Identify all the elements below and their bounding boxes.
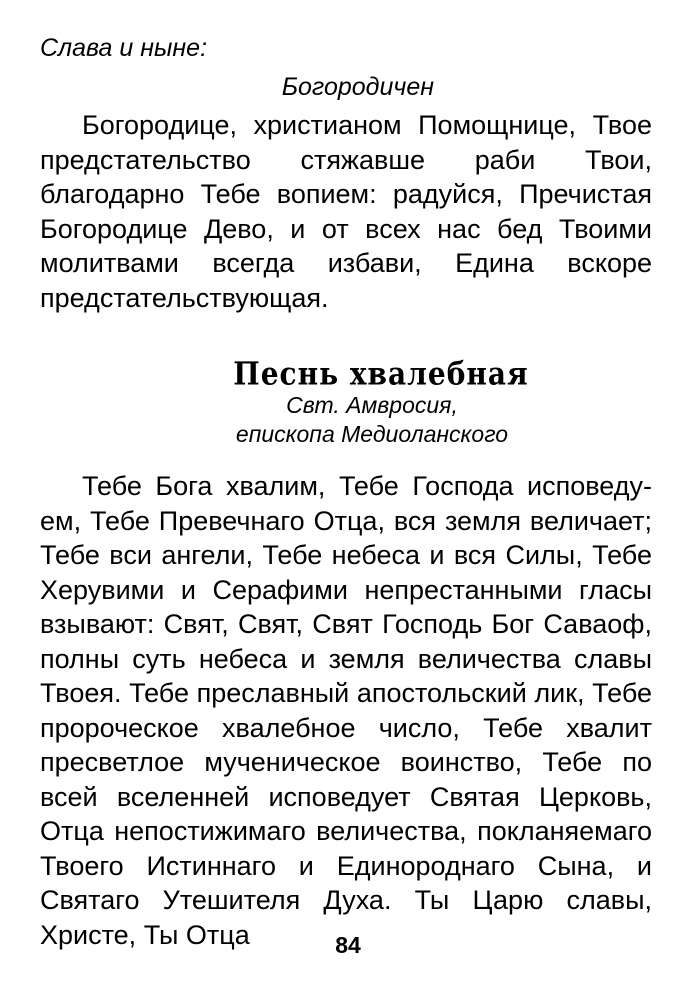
author-line-2: епископа Медиоланского — [235, 421, 509, 447]
paragraph-hymn: Тебе Бога хвалим, Тебе Господа исповедуем, Тебе Превечнаго Отца, вся земля величает; Тебе вси ангели, Тебе небеса и вся Силы, Тебе Херувими и Серафими непрестанными гласы взывают: Свят, Свят, Свят Господь Бог Саваоф, полны суть небеса и земля величества славы Твоея. Тебе преславный апостольский лик, Тебе пророческое хвалебное число, Тебе хвалит пресветлое мученическое воинство, Тебе по всей вселенней исповедует Святая Церковь, Отца непостижимаго величества, покланяемаго Твоего Истиннаго и Единороднаго Сына, и Святаго Утешителя Духа. Ты Царю славы, Христе, Ты Отца — [40, 471, 652, 950]
paragraph-theotokion: Богородице, христианом Помощнице, Твое предстательство стяжавше раби Твои, благодарно Тебе вопием: радуйся, Пречистая Богородице Дево, и от всех нас бед Твоими молитвами всегда избави, Едина вскоре предстательствующая. — [40, 110, 652, 313]
page-content — [40, 30, 652, 952]
author-line-1: Свт. Амвросия, — [286, 392, 458, 418]
intro-line: Слава и ныне: — [40, 34, 208, 62]
subheading: Богородичен — [281, 73, 434, 101]
hymn-title: Песнь хвалебная — [233, 354, 529, 393]
page-number: 84 — [335, 932, 361, 958]
